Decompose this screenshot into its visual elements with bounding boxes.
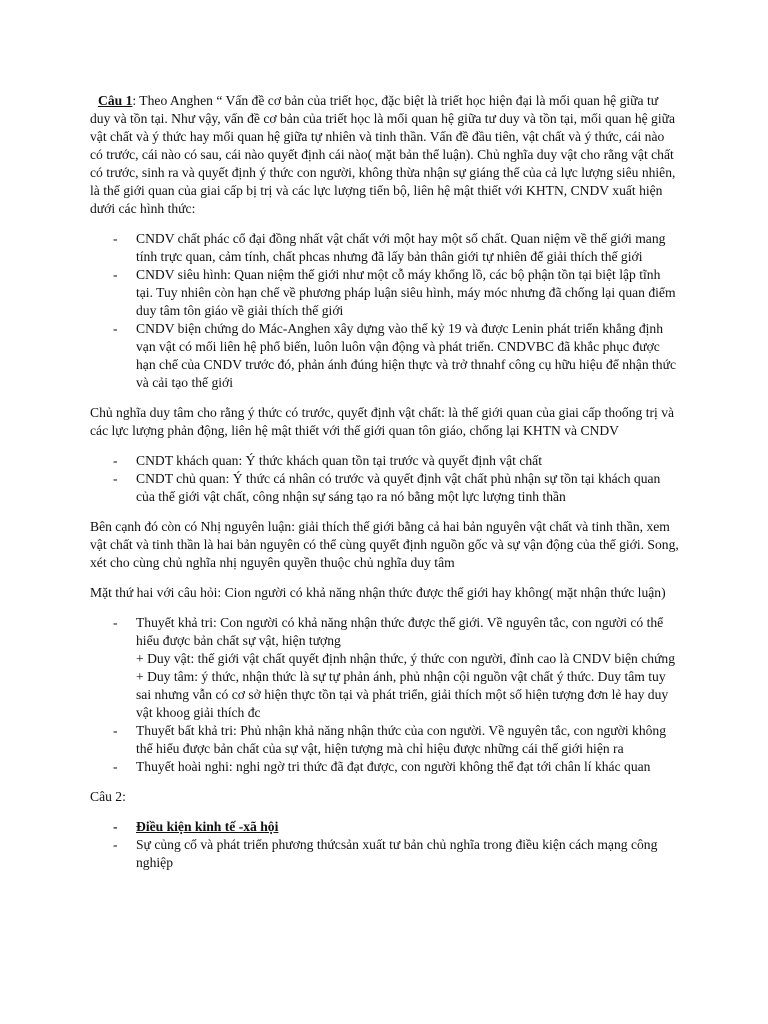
list-item-main: Thuyết khả tri: Con người có khả năng nhận thức được thế giới. Về nguyên tắc, con người có thể hiểu được bản chất sự vật, hiện tượng <box>136 615 664 648</box>
duy-tam-paragraph: Chủ nghĩa duy tâm cho rằng ý thức có trước, quyết định vật chất: là thế giới quan của giai cấp thoống trị và các lực lượng phản động, liên hệ mật thiết với thế giới quan tôn giáo, chống lại KHTN và CNDV <box>90 405 675 438</box>
document-page <box>90 92 680 884</box>
list-item <box>136 818 680 836</box>
list-item: - Sự củng cố và phát triển phương thứcsản xuất tư bản chủ nghĩa trong điều kiện cách mạng công nghiệp <box>136 836 680 872</box>
list-item: - CNDT chủ quan: Ý thức cá nhân có trước và quyết định vật chất phủ nhận sự tồn tại khách quan của thế giới vật chất, công nhận sự sáng tạo ra nó bằng một lực lượng tinh thần <box>136 470 680 506</box>
list-item: - CNDV siêu hình: Quan niệm thế giới như một cỗ máy khổng lồ, các bộ phận tồn tại biệt lập tĩnh tại. Tuy nhiên còn hạn chế về phương pháp luận siêu hình, máy móc nhưng đã chống lại quan điểm duy tâm tôn giáo về giải thích thế giới <box>136 266 680 320</box>
list-item: - CNDT khách quan: Ý thức khách quan tồn tại trước và quyết định vật chất <box>136 452 680 470</box>
list-item: - CNDV biện chứng do Mác-Anghen xây dựng vào thế kỷ 19 và được Lenin phát triển khẳng định vạn vật có mối liên hệ phổ biến, luôn luôn vận động và phát triển. CNDVBC đã khắc phục được hạn chế của CNDV trước đó, phản ánh đúng hiện thực và trở thnahf công cụ hữu hiệu để nhận thức và cải tạo thế giới <box>136 320 680 392</box>
nhan-thuc-list <box>90 614 680 776</box>
list-item: - CNDV chất phác cổ đại đồng nhất vật chất với một hay một số chất. Quan niệm về thế giới mang tính trực quan, cảm tính, chất phcas nhưng đã lấy bản thân giới tự nhiên để giải thích thế giới <box>136 230 680 266</box>
section-heading: Điều kiện kinh tế -xã hội <box>136 819 279 834</box>
list-item-sub: + Duy vật: thế giới vật chất quyết định nhận thức, ý thức con người, đỉnh cao là CNDV biện chứng <box>136 651 676 666</box>
mat-thu-hai-paragraph: Mặt thứ hai với câu hỏi: Cion người có khả năng nhận thức được thế giới hay không( mặt nhận thức luận) <box>90 585 666 600</box>
cndv-forms-list <box>90 230 680 392</box>
nhi-nguyen-paragraph: Bên cạnh đó còn có Nhị nguyên luận: giải thích thế giới bằng cả hai bản nguyên vật chất và tinh thần, xem vật chất và tinh thần là hai bản nguyên có thể cùng quyết định nguồn gốc và sự vận động của thế giới. Song, xét cho cùng chủ nghĩa nhị nguyên quyền thuộc chủ nghĩa duy tâm <box>90 519 679 570</box>
list-item: - Thuyết hoài nghi: nghi ngờ tri thức đã đạt được, con người không thể đạt tới chân lí khác quan <box>136 758 680 776</box>
cau2-label: Câu 2: <box>90 789 126 804</box>
cau1-label: Câu 1 <box>98 93 133 108</box>
list-item-sub: + Duy tâm: ý thức, nhận thức là sự tự phản ánh, phủ nhận cội nguồn vật chất ý thức. Duy tâm tuy sai nhưng vẫn có cơ sở hiện thực tồn tại và phát triển, giải thích một số hiện tượng đơn lẻ hay duy vật khoog giải thích đc <box>136 669 669 720</box>
cau2-list <box>90 818 680 872</box>
cau1-intro-text: : Theo Anghen “ Vấn đề cơ bản của triết học, đặc biệt là triết học hiện đại là mối quan hệ giữa tư duy và tồn tại. Như vậy, vấn đề cơ bản của triết học là mối quan hệ giữa tư duy và tồn tại, mối quan hệ giữa vật chất và ý thức hay mối quan hệ giữa tự nhiên và tinh thần. Vấn đề đầu tiên, vật chất và ý thức, cái nào có trước, cái nào có sau, cái nào quyết định cái nào( mặt bản thể luận). Chủ nghĩa duy vật cho rằng vật chất có trước, sinh ra và quyết định ý thức con người, không thừa nhận sự giáng thế của cả lực lượng siêu nhiên, là thế giới quan của giai cấp bị trị và các lực lượng tiến bộ, liên hệ mật thiết với KHTN, CNDV xuất hiện dưới các hình thức: <box>90 93 676 216</box>
cau1-intro-paragraph <box>90 92 680 218</box>
cndt-forms-list <box>90 452 680 506</box>
list-item: - Thuyết bất khả tri: Phủ nhận khả năng nhận thức của con người. Về nguyên tắc, con người không thể hiểu được bản chất của sự vật, hiện tượng mà chỉ hiệu được những cái thế giới hiện ra <box>136 722 680 758</box>
list-item <box>136 614 680 722</box>
